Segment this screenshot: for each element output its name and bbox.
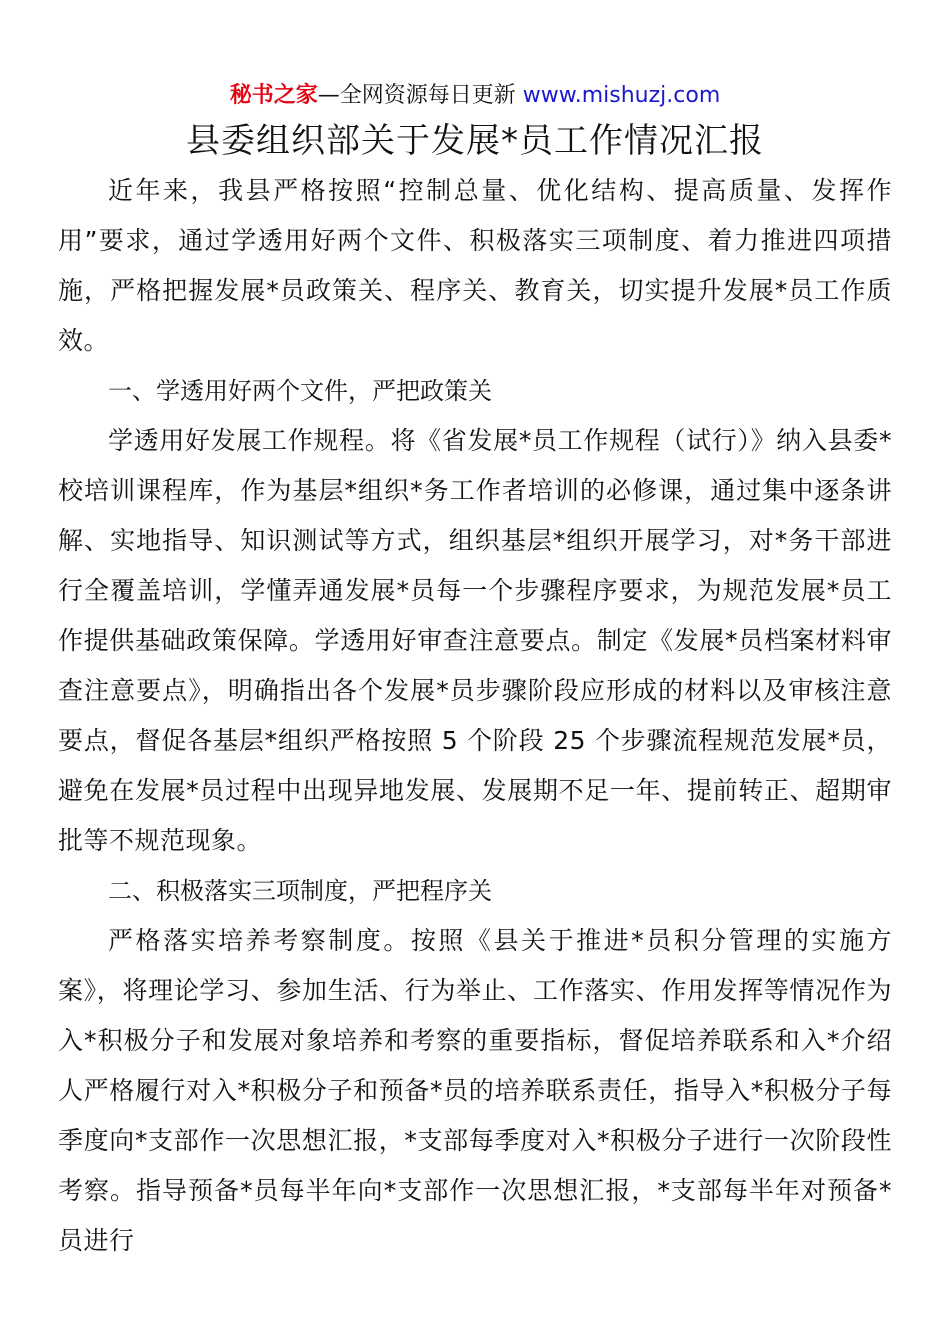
document-title: 县委组织部关于发展*员工作情况汇报	[186, 121, 764, 161]
banner-tagline: —全网资源每日更新	[317, 83, 523, 108]
brand-name: 秘书之家	[229, 83, 318, 108]
section-2-heading: 二、积极落实三项制度，严把程序关	[108, 877, 492, 905]
section-1-heading: 一、学透用好两个文件，严把政策关	[108, 377, 492, 405]
site-banner	[58, 76, 892, 116]
section-2-body: 严格落实培养考察制度。按照《县关于推进*员积分管理的实施方案》，将理论学习、参加生活、行为举止、工作落实、作用发挥等情况作为入*积极分子和发展对象培养和考察的重要指标，督促培养联系和入*介绍人严格履行对入*积极分子和预备*员的培养联系责任，指导入*积极分子每季度向*支部作一次思想汇报，*支部每季度对入*积极分子进行一次阶段性考察。指导预备*员每半年向*支部作一次思想汇报，*支部每半年对预备*员进行	[58, 926, 892, 1255]
intro-paragraph: 近年来，我县严格按照“控制总量、优化结构、提高质量、发挥作用”要求，通过学透用好两个文件、积极落实三项制度、着力推进四项措施，严格把握发展*员政策关、程序关、教育关，切实提升发展*员工作质效。	[58, 176, 892, 355]
document-page	[58, 76, 892, 1266]
section-1-body: 学透用好发展工作规程。将《省发展*员工作规程（试行）》纳入县委*校培训课程库，作为基层*组织*务工作者培训的必修课，通过集中逐条讲解、实地指导、知识测试等方式，组织基层*组织开展学习，对*务干部进行全覆盖培训，学懂弄通发展*员每一个步骤程序要求，为规范发展*员工作提供基础政策保障。学透用好审查注意要点。制定《发展*员档案材料审查注意要点》，明确指出各个发展*员步骤阶段应形成的材料以及审核注意要点，督促各基层*组织严格按照 5 个阶段 25 个步骤流程规范发展*员，避免在发展*员过程中出现异地发展、发展期不足一年、提前转正、超期审批等不规范现象。	[58, 426, 892, 855]
site-url-link[interactable]: www.mishuzj.com	[522, 83, 721, 108]
